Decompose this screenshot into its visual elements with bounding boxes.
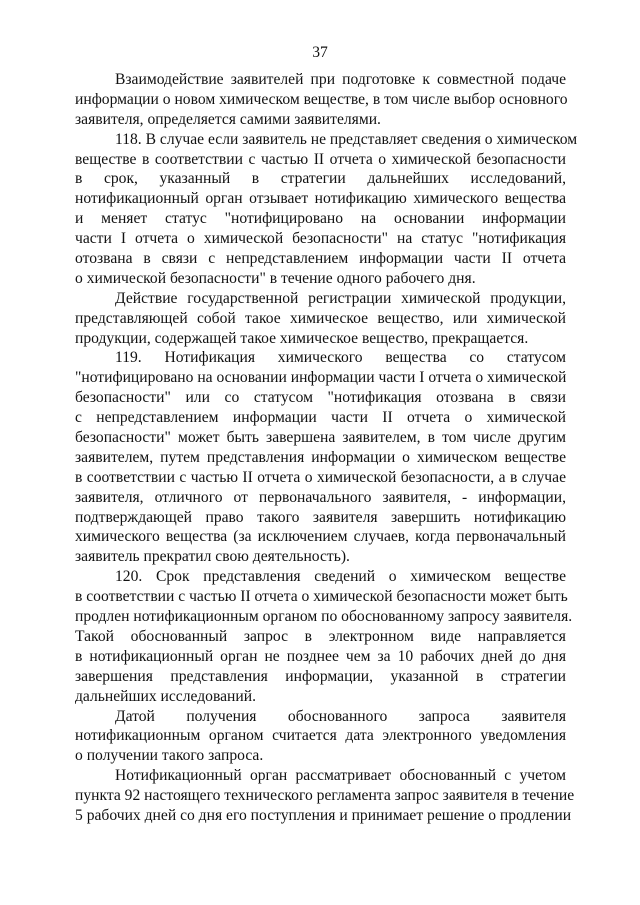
text-line: Датой получения обоснованного запроса заявителя	[115, 707, 566, 725]
text-line: 5 рабочих дней со дня его поступления и принимает решение о продлении	[75, 806, 572, 824]
paragraph	[75, 348, 566, 567]
text-line: продлен нотификационным органом по обоснованному запросу заявителя.	[75, 608, 573, 626]
text-line: части I отчета о химической безопасности" на статус "нотификация	[75, 230, 566, 248]
text-line: 119. Нотификация химического вещества со статусом	[115, 349, 566, 367]
text-line: и меняет статус "нотифицировано на основании информации	[75, 210, 566, 228]
text-line: о химической безопасности" в течение одного рабочего дня.	[75, 269, 476, 287]
text-line: в соответствии с частью II отчета о химической безопасности, а в случае	[75, 468, 566, 486]
text-line: информации о новом химическом веществе, в том числе выбор основного	[75, 90, 568, 108]
text-line: заявитель прекратил свою деятельность).	[75, 548, 350, 566]
paragraph	[75, 766, 575, 826]
text-line: представляющей собой такое химическое вещество, или химической	[75, 309, 566, 327]
text-line: заявителем, путем представления информации о химическом веществе	[75, 448, 566, 466]
text-line: веществе в соответствии с частью II отчета о химической безопасности	[75, 150, 566, 168]
text-line: пункта 92 настоящего технического регламента запрос заявителя в течение	[75, 787, 575, 805]
text-line: дальнейших исследований.	[75, 687, 256, 705]
paragraph	[75, 707, 566, 767]
text-line: с непредставлением информации части II отчета о химической	[75, 409, 566, 427]
text-line: в нотификационный орган не позднее чем за 10 рабочих дней до дня	[75, 647, 566, 665]
text-line: 118. В случае если заявитель не представляет сведения о химическом	[115, 130, 578, 148]
text-line: "нотифицировано на основании информации части I отчета о химической	[75, 369, 567, 387]
text-line: нотификационный орган отзывает нотификацию химического вещества	[75, 190, 566, 208]
paragraph	[75, 567, 573, 706]
text-line: Действие государственной регистрации химической продукции,	[115, 289, 566, 307]
text-line: заявителя, определяется самими заявителями.	[75, 110, 381, 128]
text-line: Такой обоснованный запрос в электронном виде направляется	[75, 627, 566, 645]
document-body	[75, 70, 578, 826]
text-line: подтверждающей право такого заявителя завершить нотификацию	[75, 508, 566, 526]
paragraph	[75, 130, 578, 289]
text-line: 120. Срок представления сведений о химическом веществе	[115, 568, 566, 586]
paragraph	[75, 289, 566, 349]
text-line: в соответствии с частью II отчета о химической безопасности может быть	[75, 588, 568, 606]
text-line: химического вещества (за исключением случаев, когда первоначальный	[75, 528, 566, 546]
paragraph	[75, 70, 566, 130]
text-line: Взаимодействие заявителей при подготовке к совместной подаче	[115, 71, 566, 88]
text-line: в срок, указанный в стратегии дальнейших исследований,	[75, 170, 566, 188]
text-line: заявителя, отличного от первоначального заявителя, - информации,	[75, 488, 566, 506]
page-number: 37	[312, 44, 328, 61]
text-line: безопасности" может быть завершена заявителем, в том числе другим	[75, 429, 566, 447]
text-line: о получении такого запроса.	[75, 747, 264, 765]
text-line: продукции, содержащей такое химическое вещество, прекращается.	[75, 329, 529, 347]
text-line: Нотификационный орган рассматривает обоснованный с учетом	[115, 767, 566, 785]
text-line: завершения представления информации, указанной в стратегии	[75, 667, 566, 685]
text-line: отозвана в связи с непредставлением информации части II отчета	[75, 250, 566, 268]
text-line: нотификационным органом считается дата электронного уведомления	[75, 727, 566, 745]
text-line: безопасности" или со статусом "нотификация отозвана в связи	[75, 389, 566, 407]
